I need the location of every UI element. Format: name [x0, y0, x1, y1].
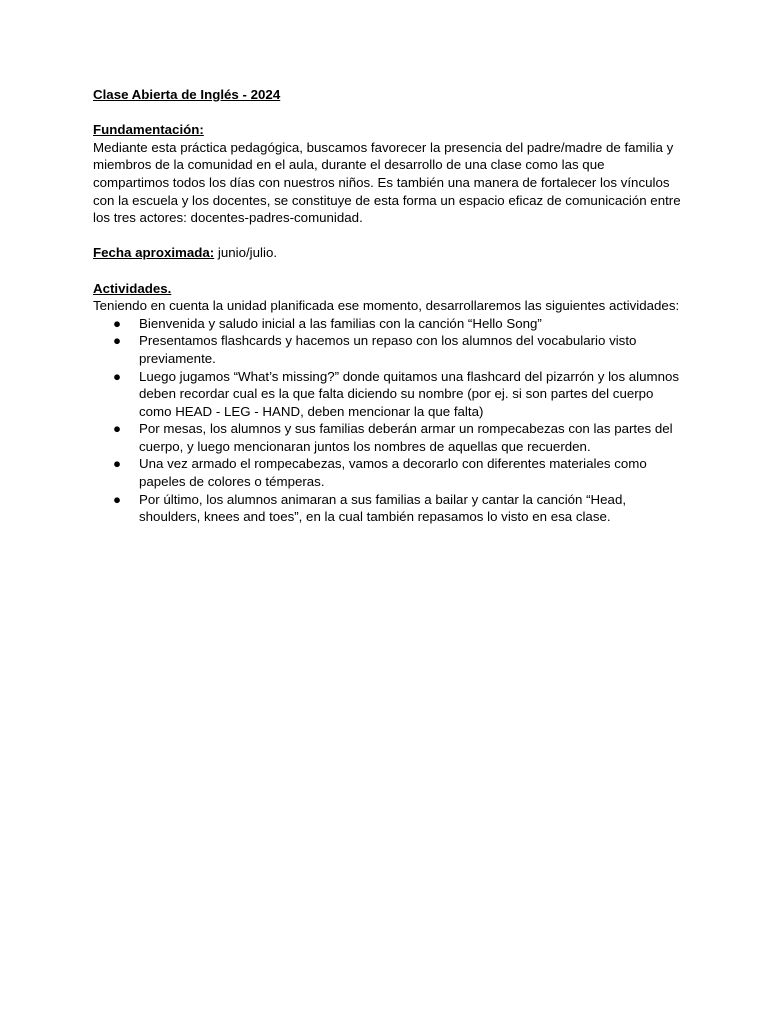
spacer [93, 262, 683, 280]
bullet-icon: ● [113, 333, 122, 349]
list-item [93, 332, 683, 367]
fecha-label: Fecha aproximada: [93, 245, 215, 261]
list-item [93, 420, 683, 455]
actividades-intro: Teniendo en cuenta la unidad planificada ese momento, desarrollaremos las siguientes actividades: [93, 298, 680, 314]
list-item-text: Presentamos flashcards y hacemos un repaso con los alumnos del vocabulario visto previamente. [139, 333, 637, 366]
list-item [93, 315, 683, 333]
actividades-list [93, 315, 683, 526]
bullet-icon: ● [113, 421, 122, 437]
list-item-text: Luego jugamos “What’s missing?” donde quitamos una flashcard del pizarrón y los alumnos deben recordar cual es la que falta diciendo su nombre (por ej. si son partes del cuerpo como HEAD - LEG - HAND, deben mencionar la que falta) [139, 368, 680, 419]
fecha-line [93, 244, 683, 262]
list-item [93, 455, 683, 490]
fecha-value: junio/julio. [214, 245, 278, 261]
fundamentacion-heading: Fundamentación: [93, 122, 204, 138]
document-page [93, 86, 683, 526]
bullet-icon: ● [113, 491, 122, 507]
bullet-icon: ● [113, 456, 122, 472]
document-title: Clase Abierta de Inglés - 2024 [93, 87, 281, 102]
bullet-icon: ● [113, 315, 122, 331]
spacer [93, 227, 683, 245]
actividades-heading: Actividades. [93, 280, 172, 296]
spacer [93, 104, 683, 122]
list-item-text: Bienvenida y saludo inicial a las familias con la canción “Hello Song” [139, 315, 542, 331]
list-item [93, 491, 683, 526]
list-item [93, 368, 683, 421]
bullet-icon: ● [113, 368, 122, 384]
list-item-text: Una vez armado el rompecabezas, vamos a decorarlo con diferentes materiales como papeles de colores o témperas. [139, 456, 647, 490]
list-item-text: Por mesas, los alumnos y sus familias deberán armar un rompecabezas con las partes del cuerpo, y luego mencionaran juntos los nombres de aquellas que recuerden. [139, 421, 673, 454]
list-item-text: Por último, los alumnos animaran a sus familias a bailar y cantar la canción “Head, shoulders, knees and toes”, en la cual también repasamos lo visto en esa clase. [139, 491, 627, 525]
fundamentacion-body: Mediante esta práctica pedagógica, buscamos favorecer la presencia del padre/madre de familia y miembros de la comunidad en el aula, durante el desarrollo de una clase como las que compartimos todos los días con nuestros niños. Es también una manera de fortalecer los vínculos con la escuela y los docentes, se constituye de esta forma un espacio eficaz de comunicación entre los tres actores: docentes-padres-comunidad. [93, 139, 681, 226]
